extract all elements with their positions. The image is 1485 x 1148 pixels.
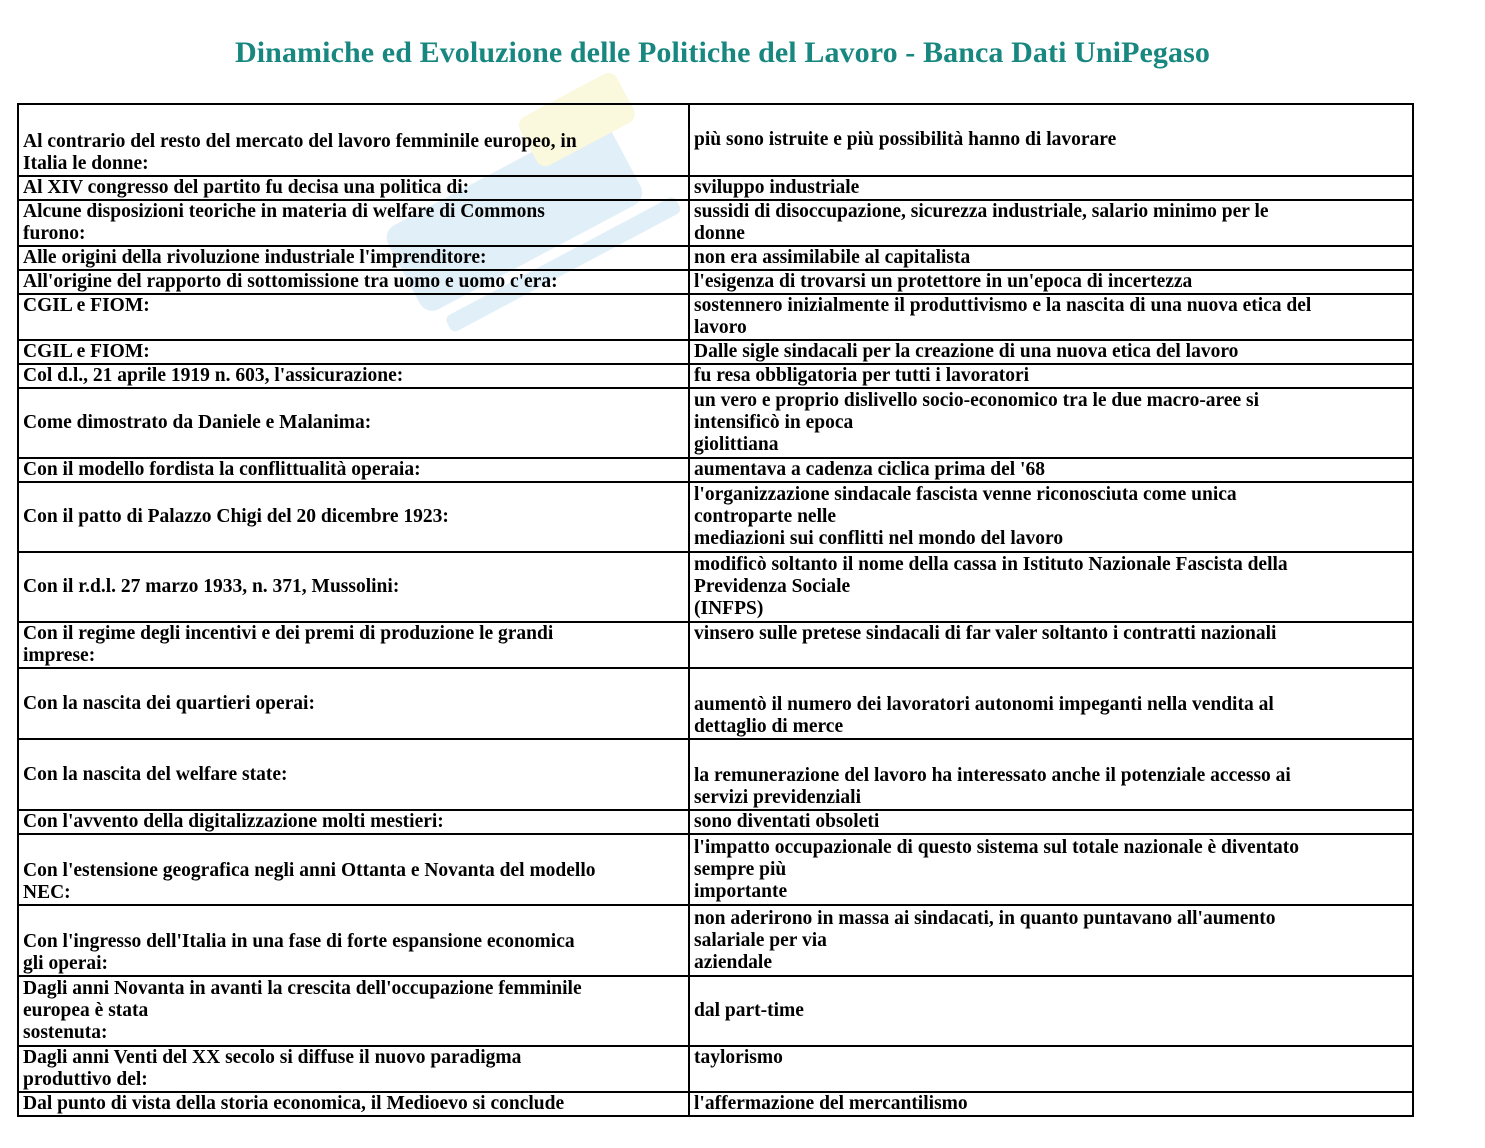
question-cell: Con l'avvento della digitalizzazione molti mestieri: <box>18 810 689 834</box>
answer-cell: un vero e proprio dislivello socio-economico tra le due macro-aree si intensificò in epoca giolittiana <box>689 388 1413 458</box>
question-cell: Con il patto di Palazzo Chigi del 20 dicembre 1923: <box>18 482 689 552</box>
table-row <box>18 668 1413 739</box>
table-row <box>18 834 1413 905</box>
table-row <box>18 622 1413 668</box>
answer-cell: fu resa obbligatoria per tutti i lavoratori <box>689 364 1413 388</box>
table-row <box>18 176 1413 200</box>
answer-cell: la remunerazione del lavoro ha interessato anche il potenziale accesso ai servizi previdenziali <box>689 739 1413 810</box>
answer-cell: dal part-time <box>689 976 1413 1046</box>
question-cell: CGIL e FIOM: <box>18 340 689 364</box>
table-row <box>18 364 1413 388</box>
table-row <box>18 976 1413 1046</box>
table-row <box>18 1046 1413 1092</box>
question-cell: Con la nascita dei quartieri operai: <box>18 668 689 739</box>
question-answer-table <box>17 103 1414 1117</box>
answer-cell: sviluppo industriale <box>689 176 1413 200</box>
question-cell: CGIL e FIOM: <box>18 294 689 340</box>
answer-cell: l'impatto occupazionale di questo sistema sul totale nazionale è diventato sempre più importante <box>689 834 1413 905</box>
question-cell: Con l'ingresso dell'Italia in una fase di forte espansione economica gli operai: <box>18 905 689 976</box>
table-row <box>18 482 1413 552</box>
question-cell: Con la nascita del welfare state: <box>18 739 689 810</box>
question-cell: Con il modello fordista la conflittualità operaia: <box>18 458 689 482</box>
answer-cell: l'esigenza di trovarsi un protettore in un'epoca di incertezza <box>689 270 1413 294</box>
answer-cell: vinsero sulle pretese sindacali di far valer soltanto i contratti nazionali <box>689 622 1413 668</box>
answer-cell: non era assimilabile al capitalista <box>689 246 1413 270</box>
answer-cell: Dalle sigle sindacali per la creazione di una nuova etica del lavoro <box>689 340 1413 364</box>
table-row <box>18 270 1413 294</box>
table-row <box>18 458 1413 482</box>
answer-cell: non aderirono in massa ai sindacati, in quanto puntavano all'aumento salariale per via aziendale <box>689 905 1413 976</box>
question-cell: Al contrario del resto del mercato del lavoro femminile europeo, in Italia le donne: <box>18 104 689 176</box>
answer-cell: aumentò il numero dei lavoratori autonomi impeganti nella vendita al dettaglio di merce <box>689 668 1413 739</box>
question-cell: Dagli anni Novanta in avanti la crescita dell'occupazione femminile europea è stata sostenuta: <box>18 976 689 1046</box>
table-row <box>18 340 1413 364</box>
question-cell: All'origine del rapporto di sottomissione tra uomo e uomo c'era: <box>18 270 689 294</box>
question-cell: Come dimostrato da Daniele e Malanima: <box>18 388 689 458</box>
answer-cell: aumentava a cadenza ciclica prima del '68 <box>689 458 1413 482</box>
page-title: Dinamiche ed Evoluzione delle Politiche del Lavoro - Banca Dati UniPegaso <box>234 36 1211 69</box>
question-cell: Col d.l., 21 aprile 1919 n. 603, l'assicurazione: <box>18 364 689 388</box>
answer-cell: taylorismo <box>689 1046 1413 1092</box>
question-cell: Con il r.d.l. 27 marzo 1933, n. 371, Mussolini: <box>18 552 689 622</box>
question-cell: Con il regime degli incentivi e dei premi di produzione le grandi imprese: <box>18 622 689 668</box>
question-cell: Alcune disposizioni teoriche in materia di welfare di Commons furono: <box>18 200 689 246</box>
question-cell: Al XIV congresso del partito fu decisa una politica di: <box>18 176 689 200</box>
table-row <box>18 810 1413 834</box>
table-row <box>18 104 1413 176</box>
answer-cell: modificò soltanto il nome della cassa in Istituto Nazionale Fascista della Previdenza Sociale (INFPS) <box>689 552 1413 622</box>
answer-cell: sono diventati obsoleti <box>689 810 1413 834</box>
table-row <box>18 905 1413 976</box>
table-row <box>18 388 1413 458</box>
question-cell: Dal punto di vista della storia economica, il Medioevo si conclude <box>18 1092 689 1116</box>
table-row <box>18 246 1413 270</box>
answer-cell: più sono istruite e più possibilità hanno di lavorare <box>689 104 1413 176</box>
table-row <box>18 294 1413 340</box>
question-cell: Con l'estensione geografica negli anni Ottanta e Novanta del modello NEC: <box>18 834 689 905</box>
table-row <box>18 200 1413 246</box>
table-row <box>18 1092 1413 1116</box>
table-row <box>18 739 1413 810</box>
question-cell: Alle origini della rivoluzione industriale l'imprenditore: <box>18 246 689 270</box>
answer-cell: l'organizzazione sindacale fascista venne riconosciuta come unica controparte nelle mediazioni sui conflitti nel mondo del lavoro <box>689 482 1413 552</box>
answer-cell: l'affermazione del mercantilismo <box>689 1092 1413 1116</box>
answer-cell: sostennero inizialmente il produttivismo e la nascita di una nuova etica del lavoro <box>689 294 1413 340</box>
table-row <box>18 552 1413 622</box>
question-cell: Dagli anni Venti del XX secolo si diffuse il nuovo paradigma produttivo del: <box>18 1046 689 1092</box>
answer-cell: sussidi di disoccupazione, sicurezza industriale, salario minimo per le donne <box>689 200 1413 246</box>
